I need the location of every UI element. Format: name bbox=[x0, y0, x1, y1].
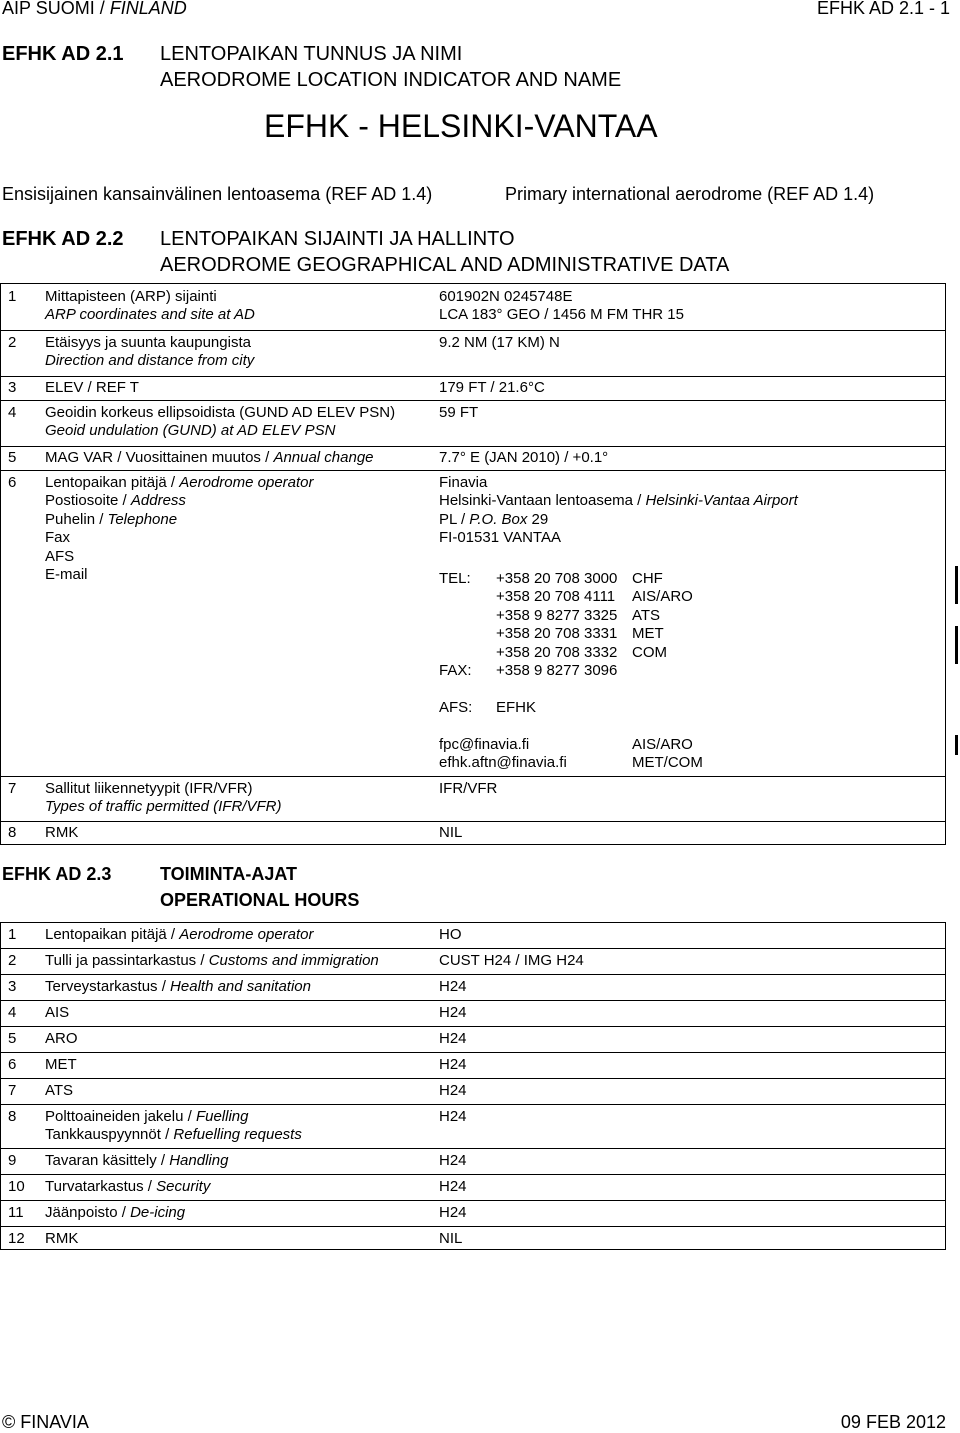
operator-label: Lentopaikan pitäjä / Aerodrome operator bbox=[45, 474, 314, 491]
row-value: 179 FT / 21.6°C bbox=[439, 379, 545, 396]
address-label: Postiosoite / Address bbox=[45, 492, 186, 509]
row-number: 7 bbox=[8, 780, 17, 797]
section-title-en-ad23: OPERATIONAL HOURS bbox=[160, 890, 360, 910]
section-code-ad23: EFHK AD 2.3 bbox=[2, 864, 112, 884]
change-bar bbox=[955, 566, 958, 604]
row-number: 1 bbox=[8, 926, 17, 943]
row-value: 9.2 NM (17 KM) N bbox=[439, 334, 560, 351]
section-title-fi-ad23: TOIMINTA-AJAT bbox=[160, 864, 297, 884]
row-divider bbox=[1, 1000, 945, 1001]
phone-unit: ATS bbox=[632, 607, 661, 624]
phone-unit: CHF bbox=[632, 570, 663, 587]
afs-value-label: AFS: bbox=[439, 699, 473, 716]
row-divider bbox=[1, 400, 945, 401]
row-label: ARO bbox=[45, 1030, 78, 1047]
row-divider bbox=[1, 1174, 945, 1175]
row-label-en: Geoid undulation (GUND) at AD ELEV PSN bbox=[45, 422, 336, 439]
operator-name: Finavia bbox=[439, 474, 488, 491]
section-title-en-ad22: AERODROME GEOGRAPHICAL AND ADMINISTRATIVE DATA bbox=[160, 254, 730, 276]
section-title-fi-ad21: LENTOPAIKAN TUNNUS JA NIMI bbox=[160, 43, 463, 65]
row-divider bbox=[1, 776, 945, 777]
section-title-en-ad21: AERODROME LOCATION INDICATOR AND NAME bbox=[160, 69, 622, 91]
row-label: ATS bbox=[45, 1082, 74, 1099]
row-number: 6 bbox=[8, 474, 17, 491]
row-value: HO bbox=[439, 926, 462, 943]
row-value: 601902N 0245748E bbox=[439, 288, 573, 305]
row-label: Terveystarkastus / Health and sanitation bbox=[45, 978, 311, 995]
row-number: 3 bbox=[8, 978, 17, 995]
afs-value: EFHK bbox=[496, 699, 537, 716]
row-label: MET bbox=[45, 1056, 77, 1073]
row-number: 11 bbox=[8, 1204, 24, 1221]
row-number: 2 bbox=[8, 334, 17, 351]
section-code-ad22: EFHK AD 2.2 bbox=[2, 228, 124, 250]
row-value: H24 bbox=[439, 978, 467, 995]
row-label: Polttoaineiden jakelu / Fuelling bbox=[45, 1108, 249, 1125]
footer-date: 09 FEB 2012 bbox=[840, 1412, 946, 1432]
row-number: 5 bbox=[8, 1030, 17, 1047]
email-address: efhk.aftn@finavia.fi bbox=[439, 754, 567, 771]
airport-name: Helsinki-Vantaan lentoasema / Helsinki-Vantaa Airport bbox=[439, 492, 798, 509]
row-value: H24 bbox=[439, 1004, 467, 1021]
row-label-en: ARP coordinates and site at AD bbox=[45, 306, 255, 323]
aerodrome-name: EFHK - HELSINKI-VANTAA bbox=[264, 108, 658, 144]
section-code-ad21: EFHK AD 2.1 bbox=[2, 43, 124, 65]
row-divider bbox=[1, 1104, 945, 1105]
row-label: MAG VAR / Vuosittainen muutos / Annual change bbox=[45, 449, 374, 466]
change-bar bbox=[955, 735, 958, 755]
row-value: H24 bbox=[439, 1056, 467, 1073]
row-divider bbox=[1, 1052, 945, 1053]
row-value: CUST H24 / IMG H24 bbox=[439, 952, 584, 969]
row-number: 4 bbox=[8, 404, 17, 421]
row-number: 1 bbox=[8, 288, 17, 305]
row-number: 6 bbox=[8, 1056, 17, 1073]
email-unit: MET/COM bbox=[632, 754, 703, 771]
row-number: 5 bbox=[8, 449, 17, 466]
email-address: fpc@finavia.fi bbox=[439, 736, 530, 753]
row-number: 2 bbox=[8, 952, 17, 969]
postal-code: FI-01531 VANTAA bbox=[439, 529, 561, 546]
aerodrome-desc-fi: Ensisijainen kansainvälinen lentoasema (REF AD 1.4) bbox=[2, 184, 433, 204]
phone-number: +358 20 708 4111 bbox=[496, 588, 616, 605]
row-divider bbox=[1, 821, 945, 822]
row-number: 8 bbox=[8, 824, 17, 841]
row-label-fi: ELEV / REF T bbox=[45, 379, 139, 396]
afs-label: AFS bbox=[45, 548, 75, 565]
change-bar bbox=[955, 626, 958, 664]
row-number: 10 bbox=[8, 1178, 25, 1195]
email-unit: AIS/ARO bbox=[632, 736, 693, 753]
row-number: 4 bbox=[8, 1004, 17, 1021]
phone-number: +358 20 708 3332 bbox=[496, 644, 618, 661]
row-divider bbox=[1, 1226, 945, 1227]
row-label: Tulli ja passintarkastus / Customs and immigration bbox=[45, 952, 379, 969]
phone-number: +358 9 8277 3325 bbox=[496, 607, 618, 624]
row-label: Tankkauspyynnöt / Refuelling requests bbox=[45, 1126, 302, 1143]
row-divider bbox=[1, 446, 945, 447]
row-value: H24 bbox=[439, 1030, 467, 1047]
row-value: 7.7° E (JAN 2010) / +0.1° bbox=[439, 449, 609, 466]
footer-copyright: © FINAVIA bbox=[2, 1412, 89, 1432]
phone-unit: AIS/ARO bbox=[632, 588, 693, 605]
phone-unit: COM bbox=[632, 644, 667, 661]
phone-number: +358 20 708 3331 bbox=[496, 625, 618, 642]
row-label-en: Types of traffic permitted (IFR/VFR) bbox=[45, 798, 282, 815]
row-label-en: Direction and distance from city bbox=[45, 352, 255, 369]
fax-value-label: FAX: bbox=[439, 662, 472, 679]
postal-box: PL / P.O. Box 29 bbox=[439, 511, 549, 528]
ad22-table bbox=[0, 283, 946, 845]
row-value: NIL bbox=[439, 824, 463, 841]
phone-unit: MET bbox=[632, 625, 664, 642]
page-header-right: EFHK AD 2.1 - 1 bbox=[816, 0, 950, 18]
row-label: Tavaran käsittely / Handling bbox=[45, 1152, 229, 1169]
row-label: Jäänpoisto / De-icing bbox=[45, 1204, 186, 1221]
row-value: H24 bbox=[439, 1152, 467, 1169]
row-value: H24 bbox=[439, 1082, 467, 1099]
row-label: RMK bbox=[45, 1230, 79, 1247]
row-divider bbox=[1, 330, 945, 331]
row-value: LCA 183° GEO / 1456 M FM THR 15 bbox=[439, 306, 684, 323]
row-value: H24 bbox=[439, 1108, 467, 1125]
tel-label: TEL: bbox=[439, 570, 471, 587]
row-number: 9 bbox=[8, 1152, 17, 1169]
row-divider bbox=[1, 1200, 945, 1201]
row-divider bbox=[1, 1148, 945, 1149]
fax-label: Fax bbox=[45, 529, 71, 546]
row-divider bbox=[1, 470, 945, 471]
row-label-fi: RMK bbox=[45, 824, 79, 841]
row-number: 7 bbox=[8, 1082, 17, 1099]
page-header-left: AIP SUOMI / FINLAND bbox=[2, 0, 187, 18]
aerodrome-desc-en: Primary international aerodrome (REF AD 1.4) bbox=[505, 184, 875, 204]
row-label: Lentopaikan pitäjä / Aerodrome operator bbox=[45, 926, 314, 943]
row-divider bbox=[1, 948, 945, 949]
row-value: NIL bbox=[439, 1230, 463, 1247]
phone-number: +358 20 708 3000 bbox=[496, 570, 618, 587]
row-value: H24 bbox=[439, 1204, 467, 1221]
row-divider bbox=[1, 376, 945, 377]
row-label-fi: Mittapisteen (ARP) sijainti bbox=[45, 288, 217, 305]
row-number: 12 bbox=[8, 1230, 25, 1247]
row-number: 3 bbox=[8, 379, 17, 396]
section-title-fi-ad22: LENTOPAIKAN SIJAINTI JA HALLINTO bbox=[160, 228, 515, 250]
ad23-table bbox=[0, 922, 946, 1250]
row-value: 59 FT bbox=[439, 404, 479, 421]
row-divider bbox=[1, 1026, 945, 1027]
row-label: AIS bbox=[45, 1004, 70, 1021]
row-label-fi: Etäisyys ja suunta kaupungista bbox=[45, 334, 251, 351]
row-value: IFR/VFR bbox=[439, 780, 498, 797]
row-label-fi: Geoidin korkeus ellipsoidista (GUND AD ELEV PSN) bbox=[45, 404, 396, 421]
row-label-fi: Sallitut liikennetyypit (IFR/VFR) bbox=[45, 780, 253, 797]
row-divider bbox=[1, 974, 945, 975]
row-label: Turvatarkastus / Security bbox=[45, 1178, 211, 1195]
row-divider bbox=[1, 1078, 945, 1079]
row-number: 8 bbox=[8, 1108, 17, 1125]
telephone-label: Puhelin / Telephone bbox=[45, 511, 178, 528]
fax-number: +358 9 8277 3096 bbox=[496, 662, 618, 679]
email-label: E-mail bbox=[45, 566, 88, 583]
row-value: H24 bbox=[439, 1178, 467, 1195]
